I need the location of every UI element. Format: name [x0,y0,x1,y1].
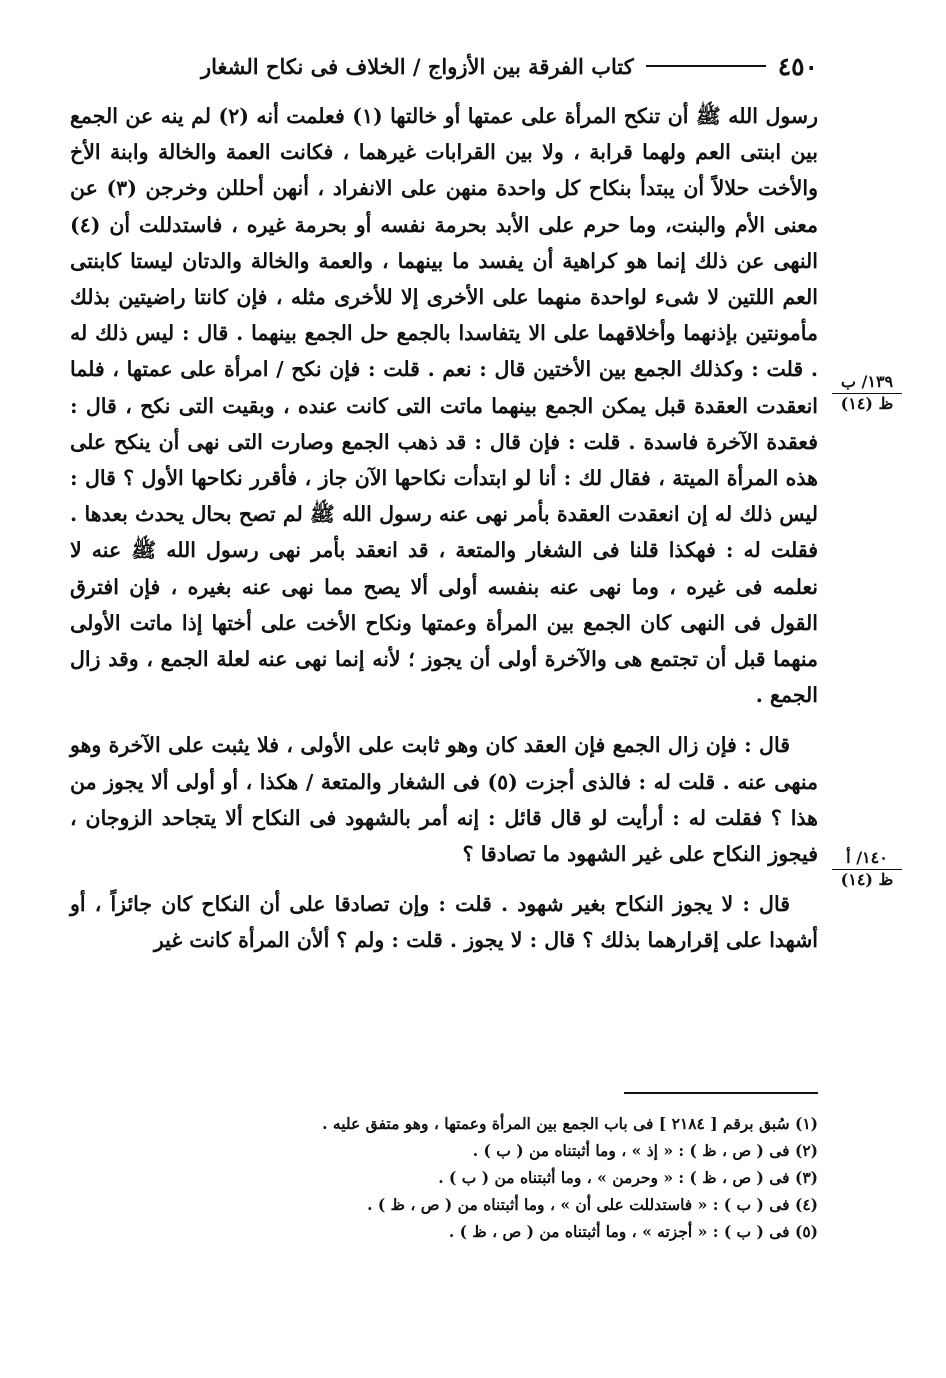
footnote-3: (٣) فى ( ص ، ظ ) : « وحرمن » ، وما أثبتناه من ( ب ) . [438,1168,818,1187]
header-rule [646,65,766,67]
running-title: كتاب الفرقة بين الأزواج / الخلاف فى نكاح الشغار [200,53,634,79]
footnote-4: (٤) فى ( ب ) : « فاستدللت على أن » ، وما أثبتناه من ( ص ، ظ ) . [367,1195,818,1214]
paragraph-gap [70,713,818,727]
footnote-2: (٢) فى ( ص ، ظ ) : « إذ » ، وما أثبتناه من ( ب ) . [472,1141,818,1160]
paragraph-3: قال : لا يجوز النكاح بغير شهود . قلت : وإن تصادقا على أن النكاح كان جائزاً ، أو أشهدا على إقرارهما بذلك ؟ قال : لا يجوز . قلت : ولم ؟ ألأن المرأة كانت غير [70,892,818,953]
running-header [70,48,818,84]
manuscript-siglum: ظ (١٤) [840,394,894,413]
footnotes [198,1110,818,1245]
paragraph-2: قال : فإن زال الجمع فإن العقد كان وهو ثابت على الأولى ، فلا يثبت على الآخرة وهو منهى عنه . قلت له : فالذى أجزت (٥) فى الشغار والمتعة / هكذا ، أو أولى ألا يجوز من هذا ؟ فقلت له : أرأيت لو قال قائل : إنه أمر بالشهود فى النكاح ألا يتجاحد الزوجان ، فيجوز النكاح على غير الشهود ما تصادقا ؟ [70,733,818,867]
margin-folio-note-2 [832,848,902,890]
folio-number: ١٤٠/ أ [832,848,902,870]
footnote-separator [624,1092,818,1094]
paragraph-1: رسول الله ﷺ أن تنكح المرأة على عمتها أو خالتها (١) فعلمت أنه (٢) لم ينه عن الجمع بين ابنتى العم ولهما قرابة ، ولا بين القرابات غيرهما ، فكانت العمة والخالة وابنة الأخ والأخت حلالاً أن يبتدأ بنكاح كل واحدة منهن على الانفراد ، أنهن أحللن وخرجن (٣) عن معنى الأم والبنت، وما حرم على الأبد بحرمة نفسه أو بحرمة غيره ، فاستدللت أن (٤) النهى عن ذلك إنما هو كراهية أن يفسد ما بينهما ، والعمة والخالة والدتان ليستا كابنتى العم اللتين لا شىء لواحدة منهما على الأخرى إلا للأخرى مثله ، فإن كانتا راضيتين بذلك مأمونتين بإذنهما وأخلاقهما على الا يتفاسدا بالجمع حل الجمع بينهما . قال : ليس ذلك له . قلت : وكذلك الجمع بين الأختين قال : نعم . قلت : فإن نكح / امرأة على عمتها ، فلما انعقدت العقدة قبل يمكن الجمع بينهما ماتت التى كانت عنده ، وبقيت التى نكح ، قال : فعقدة الآخرة فاسدة . قلت : فإن قال : قد ذهب الجمع وصارت التى نهى أن ينكح على هذه المرأة الميتة ، فقال لك : أنا لو ابتدأت نكاحها الآن جاز ، فأقرر نكاحها الأول ؟ قال : ليس ذلك له إن انعقدت العقدة بأمر نهى عنه رسول الله ﷺ لم تصح بحال يحدث بعدها . فقلت له : فهكذا قلنا فى الشغار والمتعة ، قد انعقد بأمر نهى رسول الله ﷺ عنه لا نعلمه فى غيره ، وما نهى عنه بنفسه أولى ألا يصح مما نهى عنه بغيره ، فإن افترق القول فى النهى كان الجمع بين المرأة وعمتها ونكاح الأخت على أختها إذا ماتت الأولى منهما قبل أن تجتمع هى والآخرة أولى أن يجوز ؛ لأنه إنما نهى عنه لعلة الجمع ، وقد زال الجمع . [70,104,819,708]
footnote-1: (١) سُبق برقم [ ٢١٨٤ ] فى باب الجمع بين المرأة وعمتها ، وهو متفق عليه . [322,1114,818,1133]
paragraph-gap [70,872,818,886]
footnote-5: (٥) فى ( ب ) : « أجزته » ، وما أثبتناه من ( ص ، ظ ) . [448,1222,818,1241]
margin-folio-note-1 [832,372,902,414]
page-number: ٤٥٠ [777,51,818,81]
main-text [70,98,818,959]
manuscript-siglum: ظ (١٤) [840,870,894,889]
folio-number: ١٣٩/ ب [832,372,902,394]
